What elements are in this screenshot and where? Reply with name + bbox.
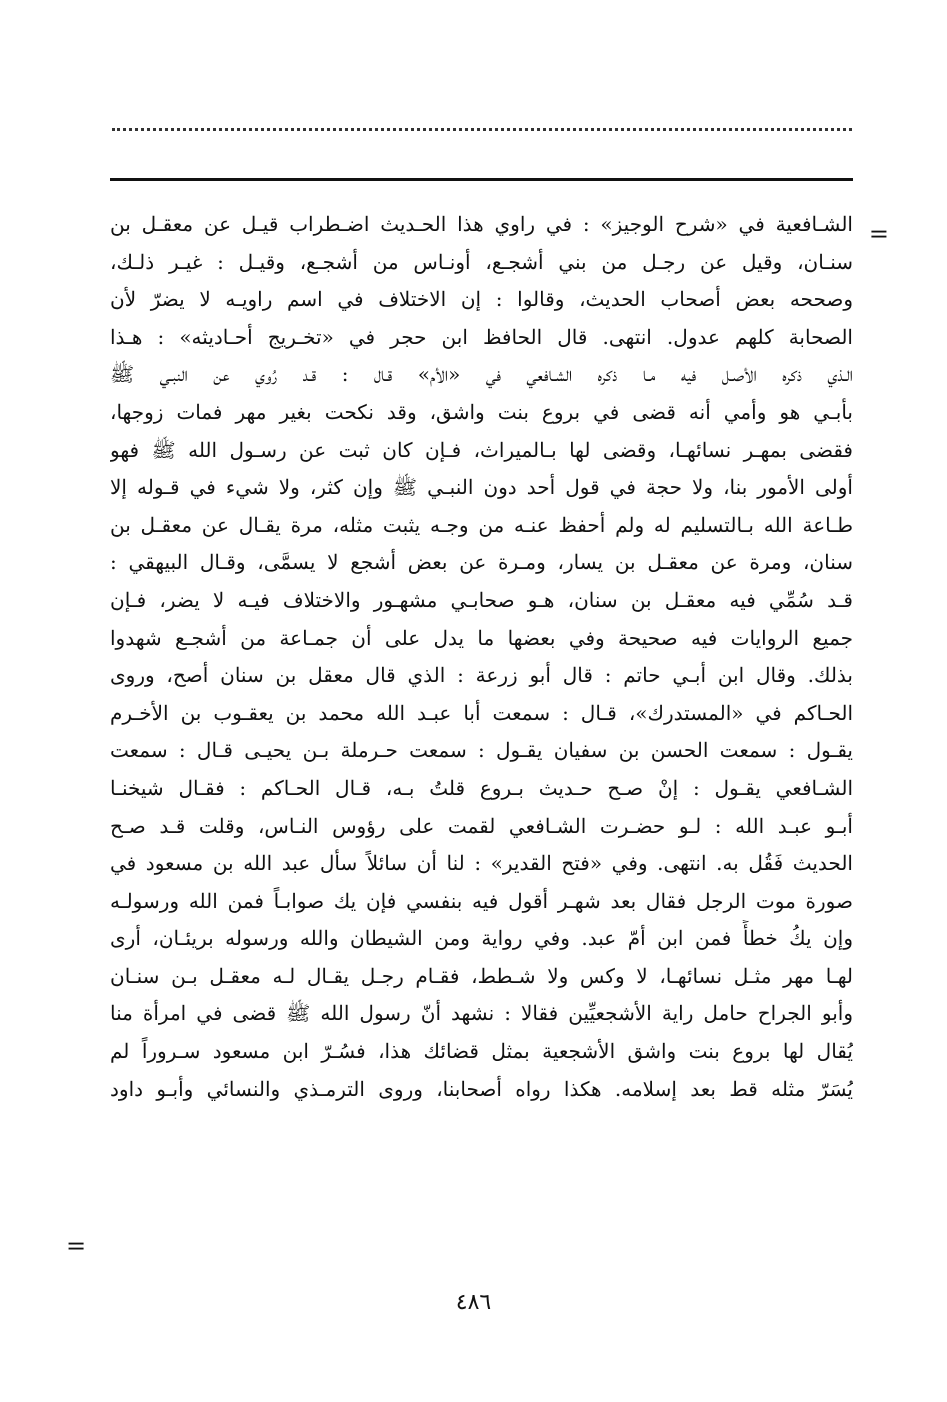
text-line: فقضى بمهـر نسائهـا، وقضى لها بـالميراث، فـإن كان ثبت عن رسـول الله ﷺ فهو (110, 437, 853, 462)
text-line: وأبو الجراح حامل راية الأشجعيِّين فقالا : نشهد أنّ رسول الله ﷺ قضى في امرأة منا (110, 1001, 853, 1026)
text-line: سنان، ومرة عن معقـل بن يسار، ومـرة عن بعض أشجع لا يسمَّى، وقـال البيهقي : (110, 550, 853, 575)
continuation-mark-top: = (868, 220, 889, 248)
continuation-mark-bottom: = (66, 1232, 87, 1260)
text-line: بأبـي هو وأمي أنه قضى في بروع بنت واشق، وقد نكحت بغير مهر فمات زوجها، (110, 399, 853, 424)
text-line: الشـافعي يقـول : إنْ صـح حـديث بـروع قلتُ بـه، قـال الحـاكم : فقـال شيخنـا (110, 775, 853, 800)
text-line: جميع الروايات فيه صحيحة وفي بعضها ما يدل على أن جمـاعة من أشجـع شهدوا (110, 625, 853, 650)
text-line: بذلك. وقال ابن أبـي حاتم : قال أبو زرعة : الذي قال معقل بن سنان أصح، وروى (110, 663, 853, 688)
text-line: الـذي ذكره الأصـل فيه مـا ذكره الشـافعي في «الأم» قـال : قـد رُوي عن النبـي ﷺ (110, 362, 853, 387)
text-line: وإن يكُ خطأً فمن ابن أمّ عبد. وفي رواية ومن الشيطان والله ورسوله بريئـان، أرى (110, 926, 853, 951)
text-line: سنـان، وقيل عن رجـل من بني أشجـع، أونـاس من أشجـع، وقيـل : غيـر ذلـك، (110, 249, 853, 274)
text-line: وصححه بعض أصحاب الحديث، وقالوا : إن الاختلاف في اسم راويـه لا يضرّ لأن (110, 287, 853, 312)
text-line: لهـا مهر مثـل نسائهـا، لا وكس ولا شـطط، فقـام رجـل يقـال لـه معقـل بـن سنـان (110, 963, 853, 988)
text-line: طـاعة الله بـالتسليم له ولم أحفظ عنـه من وجـه يثبت مثله، مرة يقـال عن معقـل بن (110, 512, 853, 537)
header-dotted-rule (112, 128, 852, 131)
text-line: أولى الأمور بنا، ولا حجة في قول أحد دون النبـي ﷺ وإن كثر، ولا شيء في قـوله إلا (110, 475, 853, 500)
text-line: الصحابة كلهم عدول. انتهى. قال الحافظ ابن حجر في «تخـريج أحـاديثه» : هـذا (110, 324, 853, 349)
text-line: أبـو عبـد الله : لـو حضـرت الشـافعي لقمت على رؤوس النـاس، وقلت قـد صـح (110, 813, 853, 838)
text-line: يقـول : سمعت الحسن بن سفيان يقـول : سمعت حـرملة بـن يحيـى قـال : سمعت (110, 738, 853, 763)
text-line: الشـافعية في «شرح الوجيز» : في راوي هذا الحـديث اضـطراب قيـل عن معقـل بن (110, 212, 853, 236)
header-solid-rule (110, 178, 853, 181)
footnote-text-block (110, 206, 853, 1266)
text-line: يُقال لها بروع بنت واشق الأشجعية بمثل قضائك هذا، فسُـرّ ابن مسعود سـروراً لم (110, 1039, 853, 1064)
text-line: صورة موت الرجل فقال بعد شهـر أقول فيه بنفسي فإن يك صوابـاً فمن الله ورسولـه (110, 888, 853, 913)
page-number: ٤٨٦ (455, 1290, 492, 1315)
text-line: الحديث فَقُل به. انتهى. وفي «فتح القدير» : لنا أن سائلاً سأل عبد الله بن مسعود في (110, 851, 853, 876)
text-line: يُسَرّ مثله قط بعد إسلامه. هكذا رواه أصحابنا، وروى الترمـذي والنسائي وأبـو داود (110, 1076, 853, 1101)
text-line: قـد سُمِّي فيه معقـل بن سنان، هـو صحابـي مشهـور والاختلاف فيـه لا يضر، فـإن (110, 587, 853, 612)
text-line: الحـاكم في «المستدرك»، قـال : سمعت أبا عبـد الله محمد بن يعقـوب بن الأخـرم (110, 700, 853, 725)
